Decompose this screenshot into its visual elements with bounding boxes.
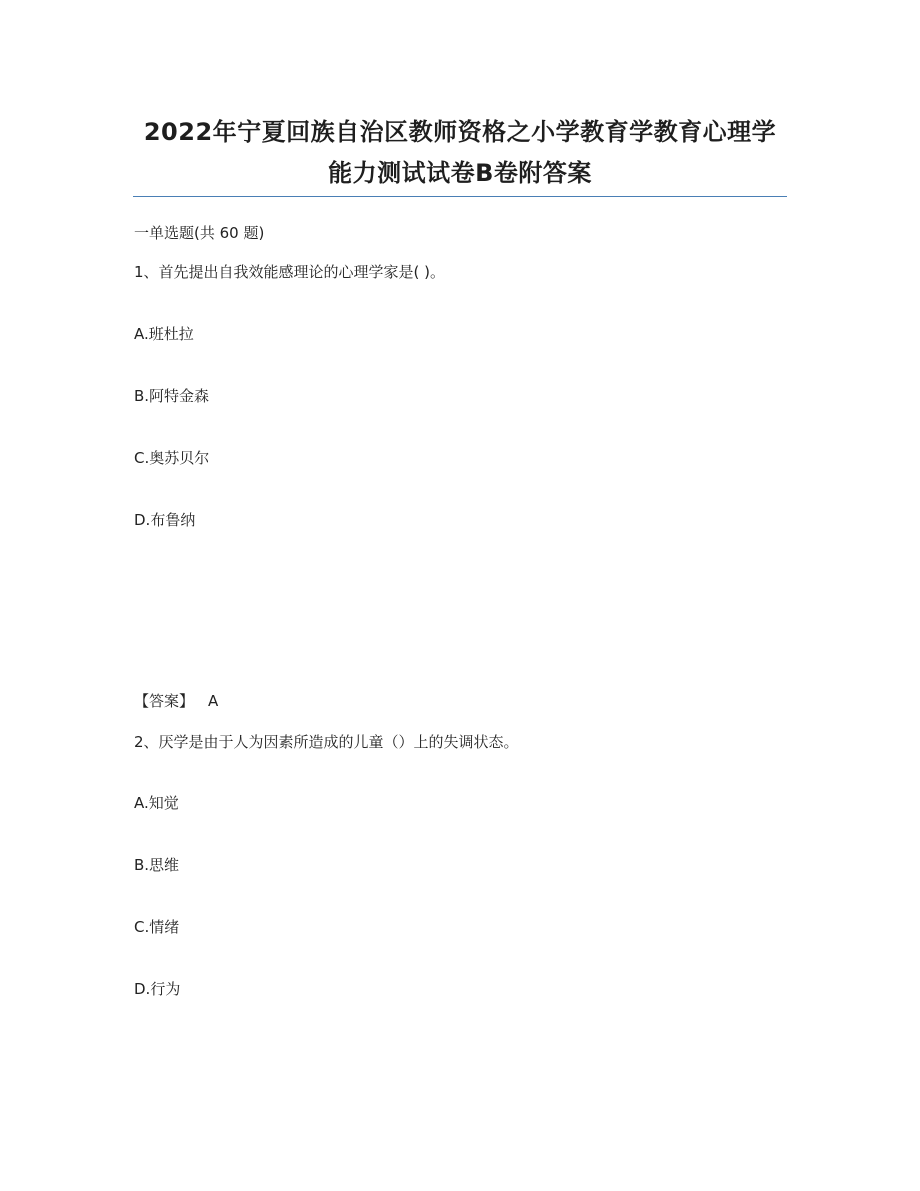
answer-value: A — [208, 692, 219, 710]
question-1-option-c: C.奥苏贝尔 — [134, 449, 210, 467]
title-divider — [133, 196, 787, 197]
question-2-option-d: D.行为 — [134, 980, 181, 998]
question-2-option-c: C.情绪 — [134, 918, 180, 936]
question-1-stem: 1、首先提出自我效能感理论的心理学家是( )。 — [134, 263, 446, 281]
question-2-stem: 2、厌学是由于人为因素所造成的儿童（）上的失调状态。 — [134, 733, 519, 751]
document-title-line-2: 能力测试试卷B卷附答案 — [328, 159, 592, 187]
section-heading: 一单选题(共 60 题) — [134, 224, 265, 242]
question-2-option-a: A.知觉 — [134, 794, 179, 812]
document-title-line-1: 2022年宁夏回族自治区教师资格之小学教育学教育心理学 — [143, 118, 777, 146]
question-2-option-b: B.思维 — [134, 856, 180, 874]
question-1-answer — [134, 690, 218, 712]
question-1-option-d: D.布鲁纳 — [134, 511, 196, 529]
answer-label: 【答案】 — [134, 692, 195, 710]
question-1-option-a: A.班杜拉 — [134, 325, 194, 343]
question-1-option-b: B.阿特金森 — [134, 387, 210, 405]
